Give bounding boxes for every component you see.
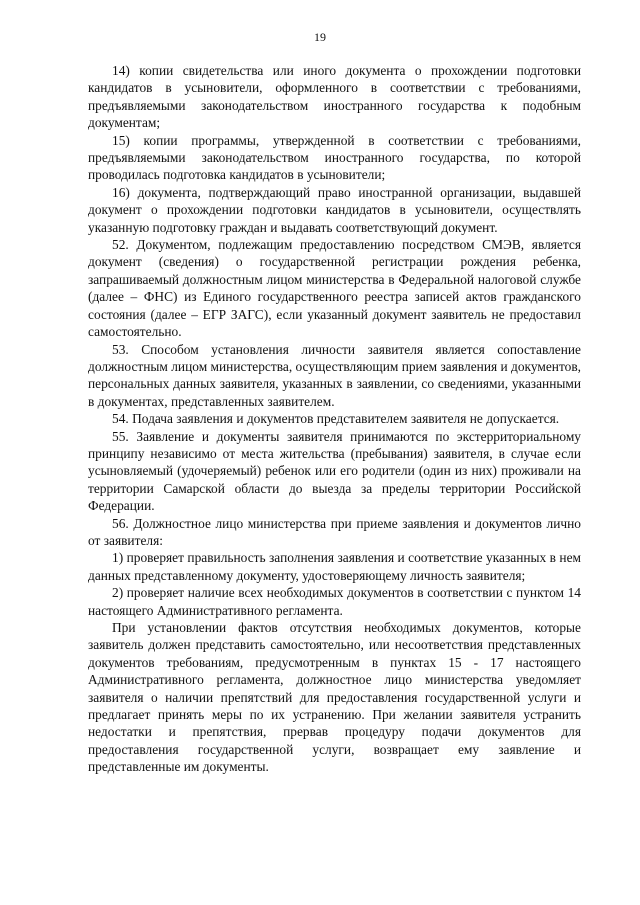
paragraph-52: 52. Документом, подлежащим предоставлению посредством СМЭВ, является документ (сведения) о государственной регистрации рождения ребенка, запрашиваемый должностным лицом министерства в Федеральной налоговой службе (далее – ФНС) из Единого государственного реестра записей актов гражданского состояния (далее – ЕГР ЗАГС), если указанный документ заявитель не предоставил самостоятельно. [88,237,581,340]
paragraph-56: 56. Должностное лицо министерства при приеме заявления и документов лично от заявителя: [88,515,581,548]
paragraph-item-14: 14) копии свидетельства или иного документа о прохождении подготовки кандидатов в усыновители, оформленного в соответствии с требованиями, предъявляемыми законодательством иностранного государства к подобным документам; [88,63,581,131]
paragraph-item-16: 16) документа, подтверждающий право иностранной организации, выдавшей документ о прохождении подготовки кандидатов в усыновители, осуществлять указанную подготовку граждан и выдавать соответствующий документ. [88,184,581,235]
paragraph-56-item-1: 1) проверяет правильность заполнения заявления и соответствие указанных в нем данных представленному документу, удостоверяющему личность заявителя; [88,550,581,583]
document-body [88,62,581,776]
paragraph-item-15: 15) копии программы, утвержденной в соответствии с требованиями, предъявляемыми законодательством иностранного государства, по которой проводилась подготовка кандидатов в усыновители; [88,132,581,183]
paragraph-53: 53. Способом установления личности заявителя является сопоставление должностным лицом министерства, осуществляющим прием заявления и документов, персональных данных заявителя, указанных в заявлении, со сведениями, указанными в документах, представленных заявителем. [88,341,581,409]
paragraph-56-item-2: 2) проверяет наличие всех необходимых документов в соответствии с пунктом 14 настоящего Административного регламента. [88,585,581,618]
paragraph-55: 55. Заявление и документы заявителя принимаются по экстерриториальному принципу независимо от места жительства (пребывания) заявителя, в случае если усыновляемый (удочеряемый) ребенок или его родители (один из них) проживали на территории Самарской области до выезда за пределы территории Российской Федерации. [88,428,581,514]
paragraph-54: 54. Подача заявления и документов представителем заявителя не допускается. [112,411,560,427]
page-number: 19 [314,30,326,44]
paragraph-missing-documents: При установлении фактов отсутствия необходимых документов, которые заявитель должен представить самостоятельно, или несоответствия представленных документов требованиям, предусмотренным в пунктах 15 - 17 настоящего Административного регламента, должностное лицо министерства уведомляет заявителя о наличии препятствий для предоставления государственной услуги и предлагает принять меры по их устранению. При желании заявителя устранить недостатки и препятствия, прервав процедуру подачи документов для предоставления государственной услуги, возвращает ему заявление и представленные им документы. [88,620,581,775]
